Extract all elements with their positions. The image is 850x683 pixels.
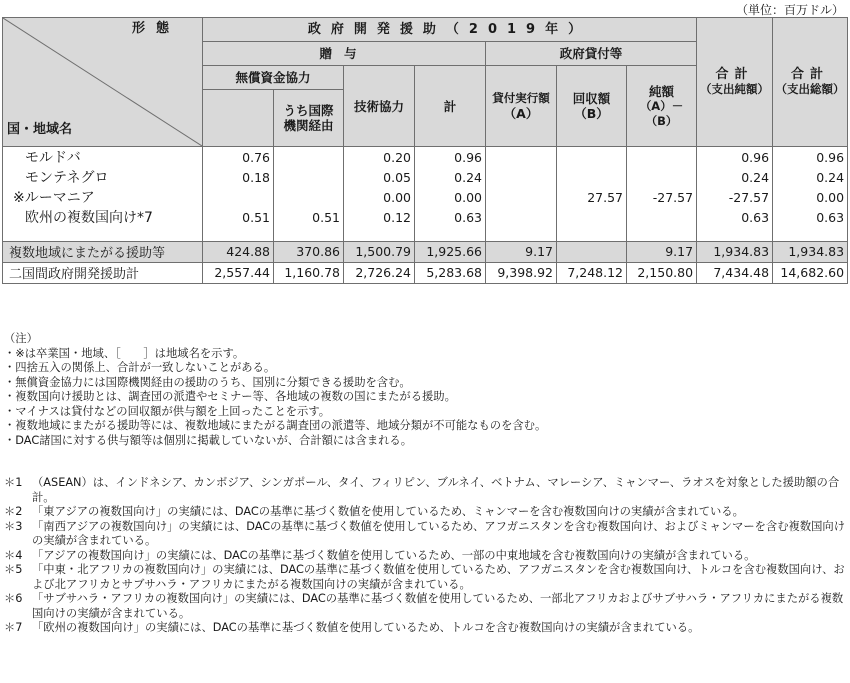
cell: 0.18 <box>203 167 274 187</box>
unit-label: （単位：百万ドル） <box>735 3 844 17</box>
footnote-text: 「南西アジアの複数国向け」の実績には、DACの基準に基づく数値を使用しているため、アフガニスタンを含む複数国向け、およびミャンマーを含む複数国向けの実績が含まれている。 <box>32 519 846 547</box>
footnote-item <box>4 505 846 520</box>
cell <box>486 207 557 227</box>
cell: 0.96 <box>773 147 848 168</box>
cell: 9.17 <box>627 241 697 262</box>
notes <box>4 332 846 448</box>
country-region-label: 国・地域名 <box>7 122 73 137</box>
row-label: ※ルーマニア <box>3 187 203 207</box>
cell: 0.00 <box>773 187 848 207</box>
bilateral-total-row <box>3 262 848 283</box>
cell: 2,726.24 <box>344 262 415 283</box>
oda-title: 政府開発援助（2019年） <box>203 18 697 42</box>
total-gross-header: 合計 （支出総額） <box>773 18 848 147</box>
grant-aid-header: 無償資金協力 <box>203 66 344 90</box>
cell: 14,682.60 <box>773 262 848 283</box>
footnote-text: （ASEAN）は、インドネシア、カンボジア、シンガポール、タイ、フィリピン、ブルネイ、ベトナム、マレーシア、ミャンマー、ラオスを対象とした援助額の合計。 <box>32 476 840 504</box>
footnote-item <box>4 592 846 621</box>
corner-header <box>3 18 203 147</box>
footnote-item <box>4 563 846 592</box>
note-line: ・複数地域にまたがる援助等には、複数地域にまたがる調査団の派遣等、地域分類が不可能なものを含む。 <box>4 419 547 432</box>
cell: 0.63 <box>773 207 848 227</box>
total-net-header: 合計 （支出純額） <box>697 18 773 147</box>
grant-header: 贈与 <box>203 42 486 66</box>
cell: 370.86 <box>274 241 344 262</box>
notes-list <box>4 347 846 449</box>
footnote-item <box>4 549 846 564</box>
spacer-row <box>3 227 848 241</box>
cell: 2,150.80 <box>627 262 697 283</box>
footnote-mark: ＊4 <box>4 548 23 562</box>
cell: 0.00 <box>344 187 415 207</box>
footnote-item <box>4 476 846 505</box>
cell: 0.24 <box>773 167 848 187</box>
footnotes <box>4 476 846 636</box>
row-label: 欧州の複数国向け*7 <box>3 207 203 227</box>
footnote-mark: ＊7 <box>4 621 23 634</box>
note-line: ・無償資金協力には国際機関経由の援助のうち、国別に分類できる援助を含む。 <box>4 375 411 389</box>
cell <box>274 167 344 187</box>
cell <box>557 241 627 262</box>
cell: 0.24 <box>697 167 773 187</box>
footnote-text: 「欧州の複数国向け」の実績には、DACの基準に基づく数値を使用しているため、トルコを含む複数国向けの実績が含まれている。 <box>32 621 700 634</box>
cell <box>627 167 697 187</box>
note-line: ・マイナスは貸付などの回収額が供与額を上回ったことを示す。 <box>4 404 331 418</box>
disbursement-header: 貸付実行額 （A） <box>486 66 557 147</box>
cell <box>486 167 557 187</box>
cell: 424.88 <box>203 241 274 262</box>
note-line: ・※は卒業国・地域、［ ］は地域名を示す。 <box>4 346 245 360</box>
cell: 0.51 <box>274 207 344 227</box>
cell: 1,934.83 <box>773 241 848 262</box>
cell: 1,500.79 <box>344 241 415 262</box>
cell: 0.63 <box>697 207 773 227</box>
form-label: 形態 <box>131 21 180 36</box>
cell: 0.63 <box>415 207 486 227</box>
note-line: ・複数国向け援助とは、調査団の派遣やセミナー等、各地域の複数の国にまたがる援助。 <box>4 390 456 403</box>
cell: 0.12 <box>344 207 415 227</box>
cell <box>203 187 274 207</box>
cell: 0.05 <box>344 167 415 187</box>
row-label: 複数地域にまたがる援助等 <box>3 241 203 262</box>
intl-org-header: うち国際 機関経由 <box>274 90 344 147</box>
cell <box>557 167 627 187</box>
cell <box>557 207 627 227</box>
footnote-mark: ＊5 <box>4 563 23 576</box>
cell: 7,434.48 <box>697 262 773 283</box>
cell <box>274 147 344 168</box>
row-label: モルドバ <box>3 147 203 168</box>
footnote-item <box>4 520 846 549</box>
cell: 27.57 <box>557 187 627 207</box>
cell: 0.96 <box>415 147 486 168</box>
cell: 0.51 <box>203 207 274 227</box>
footnote-mark: ＊6 <box>4 592 23 605</box>
tech-coop-header: 技術協力 <box>344 66 415 147</box>
footnote-text: 「中東・北アフリカの複数国向け」の実績には、DACの基準に基づく数値を使用しているため、アフガニスタンを含む複数国向け、トルコを含む複数国向け、および北アフリカとサブサハラ・アフリカにまたがる複数国向けの実績が含まれている。 <box>32 563 845 591</box>
loan-header: 政府貸付等 <box>486 42 697 66</box>
cell <box>627 207 697 227</box>
cell: -27.57 <box>627 187 697 207</box>
footnote-item <box>4 621 846 636</box>
cell: 2,557.44 <box>203 262 274 283</box>
cell: 1,160.78 <box>274 262 344 283</box>
table-row <box>3 187 848 207</box>
footnote-mark: ＊1 <box>4 476 23 489</box>
footnote-mark: ＊3 <box>4 519 23 533</box>
table-row <box>3 167 848 187</box>
multi-region-row <box>3 241 848 262</box>
footnote-text: 「サブサハラ・アフリカの複数国向け」の実績には、DACの基準に基づく数値を使用しているため、一部北アフリカおよびサブサハラ・アフリカにまたがる複数国向けの実績が含まれている。 <box>32 592 844 620</box>
note-line: ・四捨五入の関係上、合計が一致しないことがある。 <box>4 361 276 374</box>
cell <box>557 147 627 168</box>
cell: -27.57 <box>697 187 773 207</box>
cell: 1,934.83 <box>697 241 773 262</box>
cell: 1,925.66 <box>415 241 486 262</box>
grant-aid-spacer <box>203 90 274 147</box>
footnote-text: 「アジアの複数国向け」の実績には、DACの基準に基づく数値を使用しているため、一部の中東地域を含む複数国向けの実績が含まれている。 <box>32 548 756 562</box>
notes-heading: （注） <box>4 332 38 345</box>
cell: 0.76 <box>203 147 274 168</box>
cell: 0.20 <box>344 147 415 168</box>
cell: 7,248.12 <box>557 262 627 283</box>
cell: 0.96 <box>697 147 773 168</box>
note-line: ・DAC諸国に対する供与額等は個別に掲載していないが、合計額には含まれる。 <box>4 433 413 447</box>
cell: 9,398.92 <box>486 262 557 283</box>
table-row <box>3 207 848 227</box>
cell <box>486 187 557 207</box>
footnote-mark: ＊2 <box>4 505 23 518</box>
grant-subtotal-header: 計 <box>415 66 486 147</box>
net-header: 純額 （A）－（B） <box>627 66 697 147</box>
cell: 0.00 <box>415 187 486 207</box>
cell: 0.24 <box>415 167 486 187</box>
oda-table <box>2 17 848 284</box>
cell <box>627 147 697 168</box>
cell: 5,283.68 <box>415 262 486 283</box>
cell <box>486 147 557 168</box>
cell: 9.17 <box>486 241 557 262</box>
table-row <box>3 147 848 168</box>
row-label: モンテネグロ <box>3 167 203 187</box>
recovery-header: 回収額 （B） <box>557 66 627 147</box>
cell <box>274 187 344 207</box>
row-label: 二国間政府開発援助計 <box>3 262 203 283</box>
footnote-text: 「東アジアの複数国向け」の実績には、DACの基準に基づく数値を使用しているため、ミャンマーを含む複数国向けの実績が含まれている。 <box>32 505 744 518</box>
